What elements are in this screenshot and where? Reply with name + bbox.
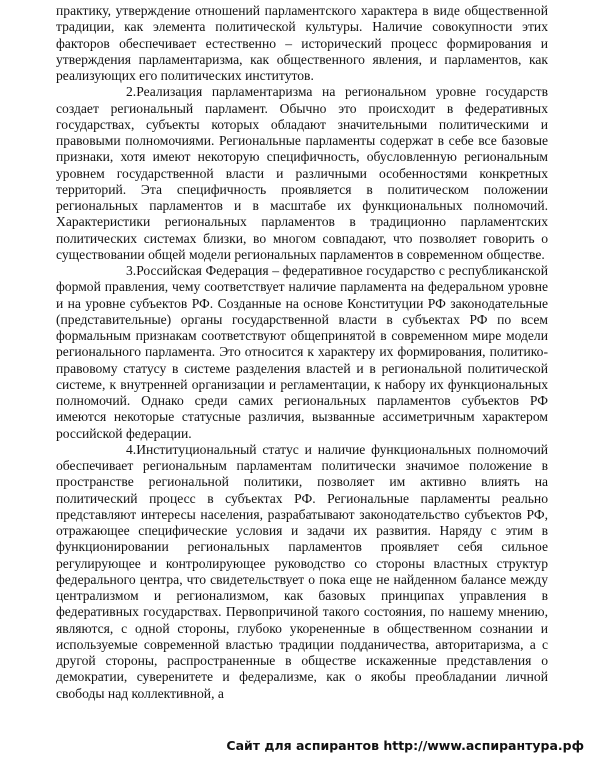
paragraph-number: 3. [126,263,137,278]
paragraph-text: Институциональный статус и наличие функциональных полномочий обеспечивает региональным парламентам политически значимое положение в пространстве региональной политики, позволяет им активно влиять на политический процесс в субъектах РФ. Региональные парламенты реально представляют интересы населения, разрабатывают законодательство субъектов РФ, отражающее специфические условия и задачи их развития. Наряду с этим в функционировании региональных парламентов проявляет себя сильное регулирующее и контролирующее руководство со стороны властных структур федерального центра, что свидетельствует о пока еще не найденном балансе между централизмом и регионализмом, как базовых принципах управления в федеративных государствах. Первопричиной такого состояния, по нашему мнению, являются, с одной стороны, глубоко укорененные в общественном сознании и используемые современной властью традиции подданичества, авторитаризма, а с другой стороны, распространенные в обществе искаженные представления о демократии, суверенитете и федерализме, как о якобы преобладании личной свободы над коллективной, а [56,441,548,701]
paragraph-2 [56,84,548,263]
paragraph-4 [56,442,548,702]
paragraph-3 [56,263,548,442]
site-watermark: Сайт для аспирантов http://www.аспирантура.рф [226,738,584,753]
paragraph-number: 4. [126,441,137,457]
paragraph-number: 2. [126,84,137,100]
paragraph-text: Реализация парламентаризма на региональном уровне государств создает региональный парламент. Обычно это происходит в федеративных государствах, субъекты которых обладают значительными политическими и правовыми полномочиями. Региональные парламенты содержат в себе все базовые признаки, хотя имеют некоторую специфичность, обусловленную региональным уровнем государственной власти и различными особенностями конкретных территорий. Эта специфичность проявляется в политическом положении региональных парламентов и в масштабе их функциональных полномочий. Характеристики региональных парламентов в традиционно парламентских политических системах близки, во многом совпадают, что позволяет говорить о существовании общей модели региональных парламентов в современном обществе. [56,84,548,262]
paragraph-continuation [56,3,548,84]
paragraph-text: практику, утверждение отношений парламентского характера в виде общественной традиции, как элемента политической культуры. Наличие совокупности этих факторов обеспечивает естественно – исторический процесс формирования и утверждения парламентаризма, как общественного явления, и парламентов, как реализующих его политических институтов. [56,3,548,83]
paragraph-text: Российская Федерация – федеративное государство с республиканской формой правления, чему соответствует наличие парламента на федеральном уровне и на уровне субъектов РФ. Созданные на основе Конституции РФ законодательные (представительные) органы государственной власти в субъектах РФ по всем формальным признакам соответствуют общепринятой в современном мире модели регионального парламента. Это относится к характеру их формирования, политико-правовому статусу в системе разделения властей и в региональной политической системе, к внутренней организации и регламентации, к набору их функциональных полномочий. Однако среди самих региональных парламентов субъектов РФ имеются некоторые статусные различия, вызванные ассиметричным характером российской федерации. [56,263,548,441]
document-page [56,3,548,702]
